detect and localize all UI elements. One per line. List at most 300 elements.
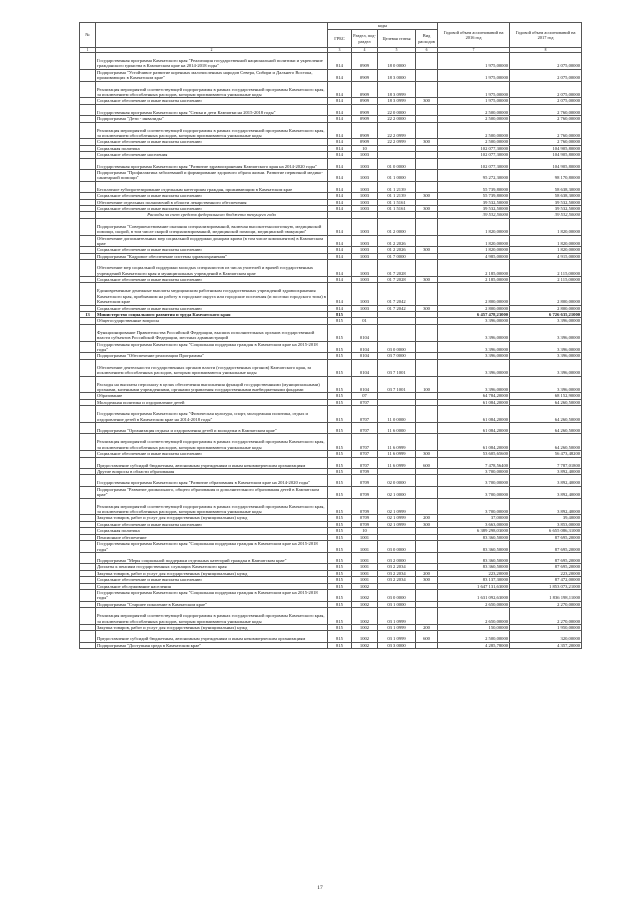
- row-name: Министерство социального развития и труда Камчатского края: [96, 312, 328, 318]
- row-expense-type-code: 200: [416, 624, 438, 630]
- row-target-article-code: 03 1 0999: [378, 608, 416, 625]
- row-amount-2017: 68 152,90000: [510, 393, 582, 399]
- header-expense-type: Вид расходов: [416, 30, 438, 48]
- row-amount-2017: 2 075,00000: [510, 69, 582, 81]
- row-amount-2016: 102 077,30000: [438, 145, 510, 151]
- row-target-article-code: 11 6 0999: [378, 457, 416, 468]
- row-name: Предоставление субсидий бюджетным, автономным учреждениям и иным некоммерческим организациям: [96, 457, 328, 468]
- row-section-code: 1002: [352, 642, 378, 648]
- row-target-article-code: 01 1 5161: [378, 199, 416, 205]
- row-name: Закупка товаров, работ и услуг для государственных (муниципальных) нужд: [96, 570, 328, 576]
- table-row: [80, 235, 582, 247]
- row-target-article-code: 11 6 0999: [378, 434, 416, 451]
- row-section-code: 1003: [352, 181, 378, 192]
- row-target-article-code: 03 2 2034: [378, 577, 416, 583]
- row-amount-2016: 2 500,00000: [438, 116, 510, 122]
- row-name: Другие вопросы в области образования: [96, 469, 328, 475]
- row-grbs-code: 815: [328, 541, 352, 553]
- row-expense-type-code: 300: [416, 247, 438, 253]
- row-target-article-code: 22 2 0999: [378, 122, 416, 139]
- row-grbs-code: 815: [328, 376, 352, 393]
- row-grbs-code: 815: [328, 475, 352, 486]
- row-amount-2017: 2 760,00000: [510, 122, 582, 139]
- table-row: [80, 376, 582, 393]
- row-number: [80, 158, 96, 169]
- row-expense-type-code: 300: [416, 206, 438, 212]
- row-section-code: 1001: [352, 577, 378, 583]
- row-target-article-code: 01 1 2139: [378, 193, 416, 199]
- row-name: Социальная политика: [96, 528, 328, 534]
- table-row: [80, 359, 582, 376]
- row-amount-2016: 83 360,50000: [438, 541, 510, 553]
- row-name: Подпрограмма "Меры социальной поддержки отдельных категорий граждан в Камчатском крае": [96, 552, 328, 563]
- row-target-article-code: 01 7 0000: [378, 253, 416, 259]
- row-amount-2017: 3 892,40000: [510, 469, 582, 475]
- row-section-code: 0104: [352, 341, 378, 353]
- row-target-article-code: 03 7 1001: [378, 359, 416, 376]
- row-expense-type-code: [416, 181, 438, 192]
- row-target-article-code: [378, 324, 416, 341]
- row-section-code: 1002: [352, 624, 378, 630]
- row-section-code: 1001: [352, 541, 378, 553]
- row-target-article-code: 02 1 0999: [378, 498, 416, 515]
- table-row: [80, 324, 582, 341]
- row-amount-2016: 3 396,00000: [438, 324, 510, 341]
- row-name: Социальное обеспечение и иные выплаты населению: [96, 451, 328, 457]
- table-body: [80, 53, 582, 649]
- row-expense-type-code: [416, 359, 438, 376]
- row-number: [80, 359, 96, 376]
- row-target-article-code: 02 0 0000: [378, 475, 416, 486]
- row-name: Социальное обеспечение населения: [96, 152, 328, 158]
- row-name: Подпрограмма "Доступная среда в Камчатском крае": [96, 642, 328, 648]
- row-amount-2017: 2 760,00000: [510, 116, 582, 122]
- row-number: [80, 69, 96, 81]
- row-amount-2016: 1 975,00000: [438, 69, 510, 81]
- table-row: [80, 181, 582, 192]
- row-section-code: 0707: [352, 406, 378, 423]
- row-section-code: 1001: [352, 552, 378, 563]
- row-target-article-code: 22 0 0000: [378, 104, 416, 115]
- row-target-article-code: 01 1 2139: [378, 181, 416, 192]
- row-number: [80, 376, 96, 393]
- row-amount-2016: 61 084,20000: [438, 406, 510, 423]
- row-grbs-code: 815: [328, 451, 352, 457]
- row-grbs-code: 815: [328, 601, 352, 607]
- row-amount-2016: 3 396,00000: [438, 359, 510, 376]
- row-amount-2016: 4 285,78000: [438, 642, 510, 648]
- row-section-code: 1001: [352, 534, 378, 540]
- row-section-code: 10: [352, 145, 378, 151]
- row-section-code: 1003: [352, 253, 378, 259]
- row-amount-2016: 2 500,00000: [438, 631, 510, 642]
- row-grbs-code: 815: [328, 399, 352, 405]
- row-amount-2017: 1 820,00000: [510, 247, 582, 253]
- row-section-code: 0909: [352, 98, 378, 104]
- row-amount-2016: 39 532,50000: [438, 206, 510, 212]
- row-amount-2016: 1 975,00000: [438, 98, 510, 104]
- row-number: [80, 486, 96, 498]
- row-expense-type-code: [416, 170, 438, 182]
- row-name: Подпрограмма "Развитие дошкольного, общего образования и дополнительного образования детей в Камчатском крае": [96, 486, 328, 498]
- row-grbs-code: 815: [328, 589, 352, 601]
- row-target-article-code: 01 2 2026: [378, 235, 416, 247]
- row-target-article-code: 03 3 0000: [378, 642, 416, 648]
- row-name: Социальное обеспечение и иные выплаты населению: [96, 193, 328, 199]
- row-expense-type-code: [416, 475, 438, 486]
- row-amount-2017: 64 260,50000: [510, 434, 582, 451]
- row-expense-type-code: [416, 486, 438, 498]
- row-name: Социальное обслуживание населения: [96, 583, 328, 589]
- row-amount-2017: 2 115,00000: [510, 277, 582, 283]
- table-row: [80, 434, 582, 451]
- row-amount-2016: 3 700,00000: [438, 469, 510, 475]
- row-grbs-code: 815: [328, 642, 352, 648]
- row-amount-2017: 58 638,30000: [510, 181, 582, 192]
- row-amount-2016: 3 396,00000: [438, 353, 510, 359]
- row-section-code: 1003: [352, 199, 378, 205]
- row-expense-type-code: 300: [416, 577, 438, 583]
- row-grbs-code: 815: [328, 312, 352, 318]
- row-name: Обеспечение отдельных полномочий в области лекарственного обеспечения: [96, 199, 328, 205]
- row-target-article-code: 01 1 0000: [378, 170, 416, 182]
- row-name: Закупка товаров, работ и услуг для государственных (муниципальных) нужд: [96, 515, 328, 521]
- table-row: [80, 158, 582, 169]
- row-name: Реализация мероприятий соответствующей подпрограммы в рамках государственной программы Камчатского края, за исключением обособленных расходов, которым присваиваются уникальные коды: [96, 122, 328, 139]
- row-amount-2016: 2 650,00000: [438, 601, 510, 607]
- row-grbs-code: 815: [328, 528, 352, 534]
- row-amount-2016: 83 137,30000: [438, 577, 510, 583]
- table-row: [80, 260, 582, 277]
- row-amount-2017: 2 760,00000: [510, 139, 582, 145]
- row-amount-2016: 102 077,30000: [438, 152, 510, 158]
- row-amount-2016: 3 396,00000: [438, 318, 510, 324]
- table-row: [80, 81, 582, 98]
- row-amount-2016: 1 820,00000: [438, 235, 510, 247]
- row-section-code: 1003: [352, 247, 378, 253]
- row-number: [80, 324, 96, 341]
- row-section-code: 1001: [352, 564, 378, 570]
- row-name: Общегосударственные вопросы: [96, 318, 328, 324]
- row-section-code: 07: [352, 393, 378, 399]
- row-grbs-code: 815: [328, 324, 352, 341]
- table-row: [80, 170, 582, 182]
- row-amount-2016: 2 185,00000: [438, 277, 510, 283]
- row-expense-type-code: [416, 235, 438, 247]
- table-row: [80, 498, 582, 515]
- row-section-code: 0709: [352, 515, 378, 521]
- table-row: [80, 457, 582, 468]
- row-amount-2017: 87 695,20000: [510, 564, 582, 570]
- row-amount-2017: 3 892,40000: [510, 475, 582, 486]
- row-section-code: 0909: [352, 104, 378, 115]
- header-target-article: Целевая статья: [378, 30, 416, 48]
- row-expense-type-code: [416, 341, 438, 353]
- row-amount-2016: 2 800,00000: [438, 305, 510, 311]
- row-number: [80, 104, 96, 115]
- row-amount-2016: 3 396,00000: [438, 341, 510, 353]
- row-amount-2016: 55 739,80000: [438, 181, 510, 192]
- row-amount-2016: 2 650,00000: [438, 608, 510, 625]
- row-amount-2017: 104 905,80000: [510, 152, 582, 158]
- row-name: Государственная программа Камчатского края "Физическая культура, спорт, молодежная политика, отдых и оздоровление детей в Камчатском крае на 2014-2018 годы": [96, 406, 328, 423]
- header-index-cell: 1: [80, 48, 96, 53]
- row-target-article-code: 01 7 2042: [378, 283, 416, 305]
- row-expense-type-code: 300: [416, 451, 438, 457]
- row-grbs-code: 814: [328, 247, 352, 253]
- row-amount-2017: 98 170,80000: [510, 170, 582, 182]
- row-name: Расходы на выплаты персоналу в целях обеспечения выполнения функций государственными (муниципальными) органами, казенными учреждениями, органами управления государственными внебюджетными фондами: [96, 376, 328, 393]
- row-grbs-code: 814: [328, 158, 352, 169]
- row-grbs-code: 815: [328, 457, 352, 468]
- row-section-code: 0709: [352, 498, 378, 515]
- row-target-article-code: 01 2 0000: [378, 218, 416, 235]
- row-section-code: 1002: [352, 608, 378, 625]
- row-number: [80, 541, 96, 553]
- row-name: Подпрограмма "Обеспечение реализации Программы": [96, 353, 328, 359]
- row-section-code: 0104: [352, 324, 378, 341]
- header-index-cell: 5: [378, 48, 416, 53]
- row-amount-2016: 95 272,30000: [438, 170, 510, 182]
- row-amount-2017: 58 638,30000: [510, 193, 582, 199]
- row-section-code: 1003: [352, 218, 378, 235]
- row-target-article-code: 02 1 0999: [378, 521, 416, 527]
- row-target-article-code: 03 2 0000: [378, 552, 416, 563]
- row-amount-2017: 39 532,50000: [510, 212, 582, 218]
- header-name: [96, 23, 328, 48]
- row-name: Социальное обеспечение и иные выплаты населению: [96, 521, 328, 527]
- row-amount-2016: 4 985,00000: [438, 253, 510, 259]
- row-number: [80, 631, 96, 642]
- row-name: Реализация мероприятий соответствующей подпрограммы в рамках государственной программы Камчатского края, за исключением обособленных расходов, которым присваиваются уникальные коды: [96, 81, 328, 98]
- row-grbs-code: 815: [328, 469, 352, 475]
- row-name: Обеспечение мер социальной поддержки молодых специалистов из числа учителей и врачей государственных учреждений Камчатского края и муниципальных учреждений в Камчатском крае: [96, 260, 328, 277]
- row-amount-2016: 83 360,50000: [438, 552, 510, 563]
- row-amount-2016: 83 360,50000: [438, 564, 510, 570]
- row-name: Социальное обеспечение и иные выплаты населению: [96, 577, 328, 583]
- table-row: [80, 53, 582, 70]
- row-amount-2016: 2 185,00000: [438, 260, 510, 277]
- row-number: [80, 235, 96, 247]
- row-amount-2017: 64 260,50000: [510, 423, 582, 434]
- table-row: [80, 423, 582, 434]
- header-index-cell: 8: [510, 48, 582, 53]
- row-amount-2016: 61 084,20000: [438, 399, 510, 405]
- row-grbs-code: 814: [328, 98, 352, 104]
- row-number: [80, 457, 96, 468]
- row-grbs-code: 814: [328, 116, 352, 122]
- header-index-cell: 7: [438, 48, 510, 53]
- row-amount-2016: 39 532,50000: [438, 199, 510, 205]
- row-name: Государственная программа Камчатского края "Развитие здравоохранения Камчатского края на 2014-2020 годы": [96, 158, 328, 169]
- row-number: [80, 170, 96, 182]
- row-target-article-code: 03 0 0000: [378, 589, 416, 601]
- row-amount-2017: 39 532,50000: [510, 199, 582, 205]
- row-grbs-code: 814: [328, 193, 352, 199]
- row-expense-type-code: [416, 589, 438, 601]
- header-index-cell: 6: [416, 48, 438, 53]
- row-target-article-code: 03 7 0000: [378, 353, 416, 359]
- row-grbs-code: 814: [328, 104, 352, 115]
- row-number: [80, 341, 96, 353]
- row-target-article-code: 01 7 2028: [378, 260, 416, 277]
- row-grbs-code: 814: [328, 260, 352, 277]
- row-number: [80, 423, 96, 434]
- header-year-2016: Годовой объем ассигнований на 2016 год: [438, 23, 510, 48]
- row-section-code: 0909: [352, 139, 378, 145]
- table-row: [80, 341, 582, 353]
- row-section-code: 1002: [352, 589, 378, 601]
- row-grbs-code: 814: [328, 283, 352, 305]
- row-amount-2017: 1 950,00000: [510, 624, 582, 630]
- row-amount-2017: 3 853,00000: [510, 521, 582, 527]
- row-expense-type-code: [416, 423, 438, 434]
- row-grbs-code: 814: [328, 122, 352, 139]
- table-row: [80, 283, 582, 305]
- row-number: [80, 53, 96, 70]
- budget-document: [79, 22, 581, 649]
- row-amount-2016: 2 500,00000: [438, 139, 510, 145]
- row-name: Пенсионное обеспечение: [96, 534, 328, 540]
- row-target-article-code: 03 2 2034: [378, 564, 416, 570]
- row-expense-type-code: [416, 552, 438, 563]
- row-number: [80, 181, 96, 192]
- row-grbs-code: 815: [328, 486, 352, 498]
- row-section-code: 0909: [352, 81, 378, 98]
- row-section-code: 0709: [352, 475, 378, 486]
- row-name: Обеспечение деятельности государственных органов власти (государственных органов) Камчатского края, за исключением обособленных расходов, которым присваиваются уникальные коды: [96, 359, 328, 376]
- row-amount-2016: 3 700,00000: [438, 498, 510, 515]
- row-section-code: 01: [352, 318, 378, 324]
- header-index-cell: 4: [352, 48, 378, 53]
- header-year-2017: Годовой объем ассигнований на 2017 год: [510, 23, 582, 48]
- row-section-code: 0709: [352, 469, 378, 475]
- row-target-article-code: 03 1 0000: [378, 601, 416, 607]
- row-amount-2016: 1 631 092,63000: [438, 589, 510, 601]
- row-number: [80, 498, 96, 515]
- table-row: [80, 642, 582, 648]
- row-name: Подпрограмма "Кадровое обеспечение системы здравоохранения": [96, 253, 328, 259]
- row-section-code: 0909: [352, 122, 378, 139]
- row-amount-2016: 1 820,00000: [438, 218, 510, 235]
- row-section-code: 1003: [352, 305, 378, 311]
- row-expense-type-code: [416, 260, 438, 277]
- row-name: Подпрограмма "Совершенствование оказания специализированной, включая высокотехнологичную, медицинской помощи, скорой, в том числе скорой специализированной, медицинской помощи, медицинской эвакуации": [96, 218, 328, 235]
- row-grbs-code: 814: [328, 235, 352, 247]
- row-name: Доплаты к пенсиям государственных служащих Камчатского края: [96, 564, 328, 570]
- row-name: Социальное обеспечение и иные выплаты населению: [96, 247, 328, 253]
- table-row: [80, 541, 582, 553]
- row-number: [80, 608, 96, 625]
- table-header: [80, 23, 582, 53]
- row-section-code: 1003: [352, 193, 378, 199]
- row-expense-type-code: [416, 218, 438, 235]
- row-expense-type-code: [416, 498, 438, 515]
- row-amount-2017: 4 357,20000: [510, 642, 582, 648]
- row-expense-type-code: [416, 69, 438, 81]
- row-section-code: 1002: [352, 631, 378, 642]
- row-amount-2016: 37,00000: [438, 515, 510, 521]
- row-expense-type-code: 300: [416, 521, 438, 527]
- row-grbs-code: 814: [328, 218, 352, 235]
- row-amount-2016: 1 820,00000: [438, 247, 510, 253]
- row-section-code: 1003: [352, 283, 378, 305]
- row-section-code: 0909: [352, 69, 378, 81]
- row-grbs-code: 815: [328, 583, 352, 589]
- row-name: Единовременные денежные выплаты медицинским работникам государственных учреждений здравоохранения Камчатского края, прибывшим на работу в городские округа или городские поселения (и поселки городского типа) в Камчатском крае: [96, 283, 328, 305]
- row-name: Закупка товаров, работ и услуг для государственных (муниципальных) нужд: [96, 624, 328, 630]
- row-section-code: 0707: [352, 451, 378, 457]
- row-expense-type-code: [416, 324, 438, 341]
- row-section-code: 1003: [352, 170, 378, 182]
- row-number: [80, 218, 96, 235]
- row-amount-2016: 1 647 131,63000: [438, 583, 510, 589]
- row-amount-2017: 6 655 086,31000: [510, 528, 582, 534]
- row-target-article-code: 18 3 0999: [378, 81, 416, 98]
- table-row: [80, 631, 582, 642]
- table-row: [80, 218, 582, 235]
- row-target-article-code: 22 2 0999: [378, 139, 416, 145]
- row-expense-type-code: 600: [416, 631, 438, 642]
- row-target-article-code: 18 3 0999: [378, 98, 416, 104]
- row-name: Государственная программа Камчатского края "Семья и дети Камчатки на 2015-2018 годы": [96, 104, 328, 115]
- header-number: №: [80, 23, 96, 48]
- row-name: Государственная программа Камчатского края "Социальная поддержка граждан в Камчатском крае на 2015-2018 годы": [96, 341, 328, 353]
- row-amount-2016: 2 500,00000: [438, 122, 510, 139]
- row-grbs-code: 815: [328, 608, 352, 625]
- row-amount-2016: 83 360,50000: [438, 534, 510, 540]
- table-row: [80, 486, 582, 498]
- row-amount-2017: 56 473,48200: [510, 451, 582, 457]
- row-amount-2016: 1 975,00000: [438, 81, 510, 98]
- row-target-article-code: 02 1 0999: [378, 515, 416, 521]
- row-amount-2017: 3 396,00000: [510, 341, 582, 353]
- row-amount-2017: 223,20000: [510, 570, 582, 576]
- row-expense-type-code: 600: [416, 457, 438, 468]
- row-expense-type-code: 100: [416, 376, 438, 393]
- row-amount-2017: 3 396,00000: [510, 353, 582, 359]
- row-name: Социальное обеспечение и иные выплаты населению: [96, 277, 328, 283]
- row-amount-2016: 64 784,20000: [438, 393, 510, 399]
- row-amount-2016: 6 389 298,03000: [438, 528, 510, 534]
- row-number: [80, 642, 96, 648]
- row-name: Государственная программа Камчатского края "Развитие образования в Камчатском крае на 2014-2020 годы": [96, 475, 328, 486]
- row-amount-2017: 64 260,50000: [510, 406, 582, 423]
- row-grbs-code: 814: [328, 206, 352, 212]
- row-name: Предоставление субсидий бюджетным, автономным учреждениям и иным некоммерческим организациям: [96, 631, 328, 642]
- row-target-article-code: 03 0 0000: [378, 541, 416, 553]
- row-target-article-code: 02 1 0000: [378, 486, 416, 498]
- row-grbs-code: 815: [328, 434, 352, 451]
- row-target-article-code: 11 6 0000: [378, 423, 416, 434]
- row-section-code: 0707: [352, 434, 378, 451]
- row-amount-2016: 1 975,00000: [438, 53, 510, 70]
- row-grbs-code: 815: [328, 534, 352, 540]
- table-row: [80, 122, 582, 139]
- row-number: [80, 434, 96, 451]
- row-expense-type-code: 300: [416, 98, 438, 104]
- row-grbs-code: 815: [328, 341, 352, 353]
- row-amount-2017: 2 270,00000: [510, 608, 582, 625]
- row-amount-2017: 320,00000: [510, 631, 582, 642]
- row-grbs-code: 814: [328, 170, 352, 182]
- row-amount-2016: 55 739,80000: [438, 193, 510, 199]
- row-amount-2017: 3 396,00000: [510, 359, 582, 376]
- row-amount-2017: 87 695,20000: [510, 552, 582, 563]
- row-grbs-code: 815: [328, 393, 352, 399]
- row-name: Образование: [96, 393, 328, 399]
- row-number: [80, 81, 96, 98]
